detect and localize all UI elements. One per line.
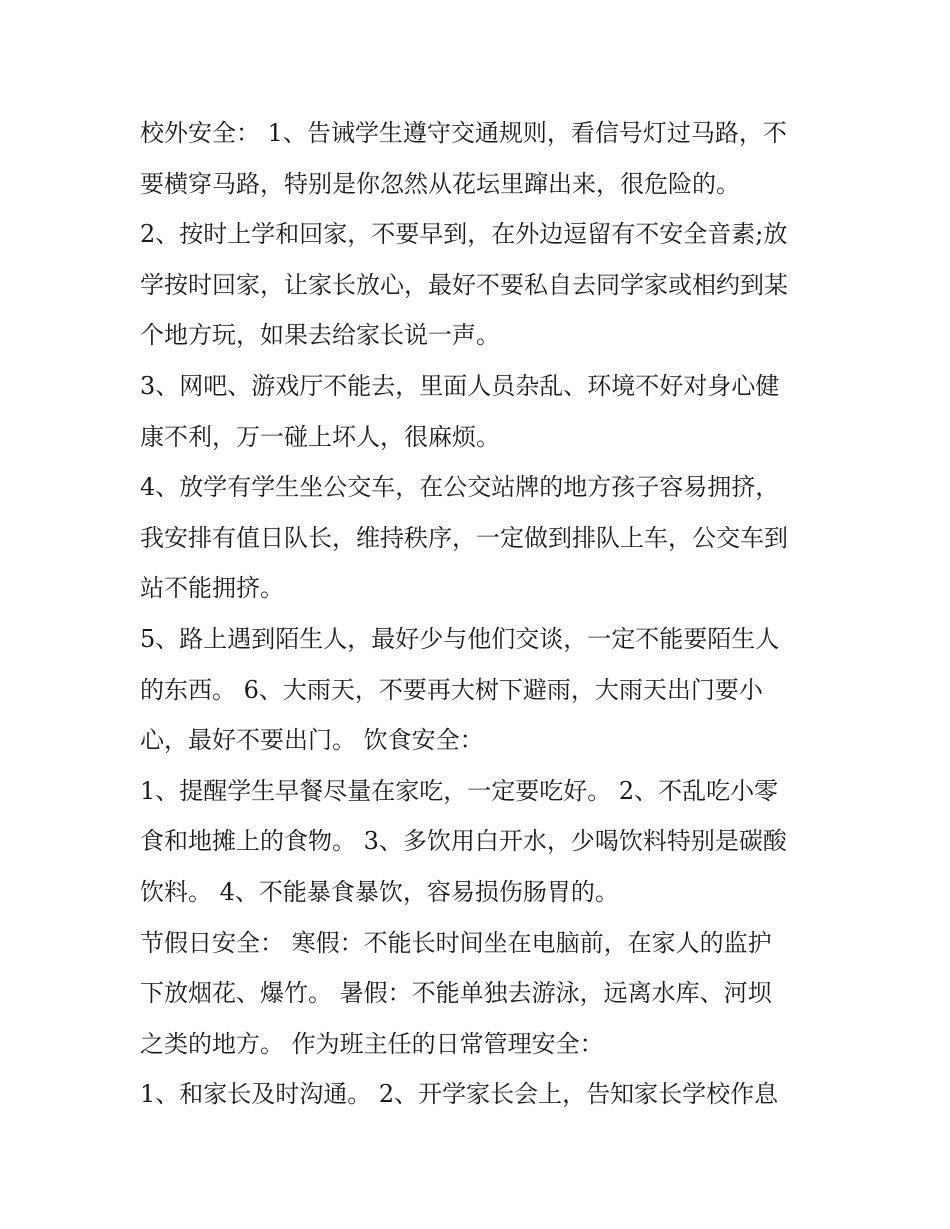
text-line: 心，最好不要出门。 饮食安全： <box>140 726 484 755</box>
text-line: 2、按时上学和回家，不要早到，在外边逗留有不安全音素;放 <box>140 220 788 249</box>
text-line: 我安排有值日队长，维持秩序，一定做到排队上车，公交车到 <box>140 523 788 552</box>
text-line: 食和地摊上的食物。 3、多饮用白开水，少喝饮料特别是碳酸 <box>140 827 787 856</box>
text-line: 站不能拥挤。 <box>140 574 284 603</box>
text-line: 之类的地方。 作为班主任的日常管理安全： <box>140 1029 604 1058</box>
text-line: 5、路上遇到陌生人，最好少与他们交谈，一定不能要陌生人 <box>140 624 780 653</box>
text-line: 1、提醒学生早餐尽量在家吃，一定要吃好。 2、不乱吃小零 <box>140 776 779 805</box>
text-line: 饮料。 4、不能暴食暴饮，容易损伤肠胃的。 <box>140 877 619 906</box>
text-line: 节假日安全： 寒假：不能长时间坐在电脑前，在家人的监护 <box>140 928 772 957</box>
text-line: 要横穿马路，特别是你忽然从花坛里蹿出来，很危险的。 <box>140 169 740 198</box>
text-line: 的东西。 6、大雨天，不要再大树下避雨，大雨天出门要小 <box>140 675 763 704</box>
text-line: 个地方玩，如果去给家长说一声。 <box>140 321 500 350</box>
text-line: 3、网吧、游戏厅不能去，里面人员杂乱、环境不好对身心健 <box>140 371 780 400</box>
text-line: 校外安全： 1、告诫学生遵守交通规则，看信号灯过马路，不 <box>140 119 787 147</box>
text-line: 1、和家长及时沟通。 2、开学家长会上，告知家长学校作息 <box>140 1080 779 1109</box>
text-line: 学按时回家，让家长放心，最好不要私自去同学家或相约到某 <box>140 270 788 299</box>
text-line: 下放烟花、爆竹。 暑假：不能单独去游泳，远离水库、河坝 <box>140 979 772 1008</box>
text-line: 康不利，万一碰上坏人，很麻烦。 <box>140 422 500 451</box>
text-line: 4、放学有学生坐公交车，在公交站牌的地方孩子容易拥挤， <box>140 473 780 502</box>
body-text <box>140 108 840 1120</box>
